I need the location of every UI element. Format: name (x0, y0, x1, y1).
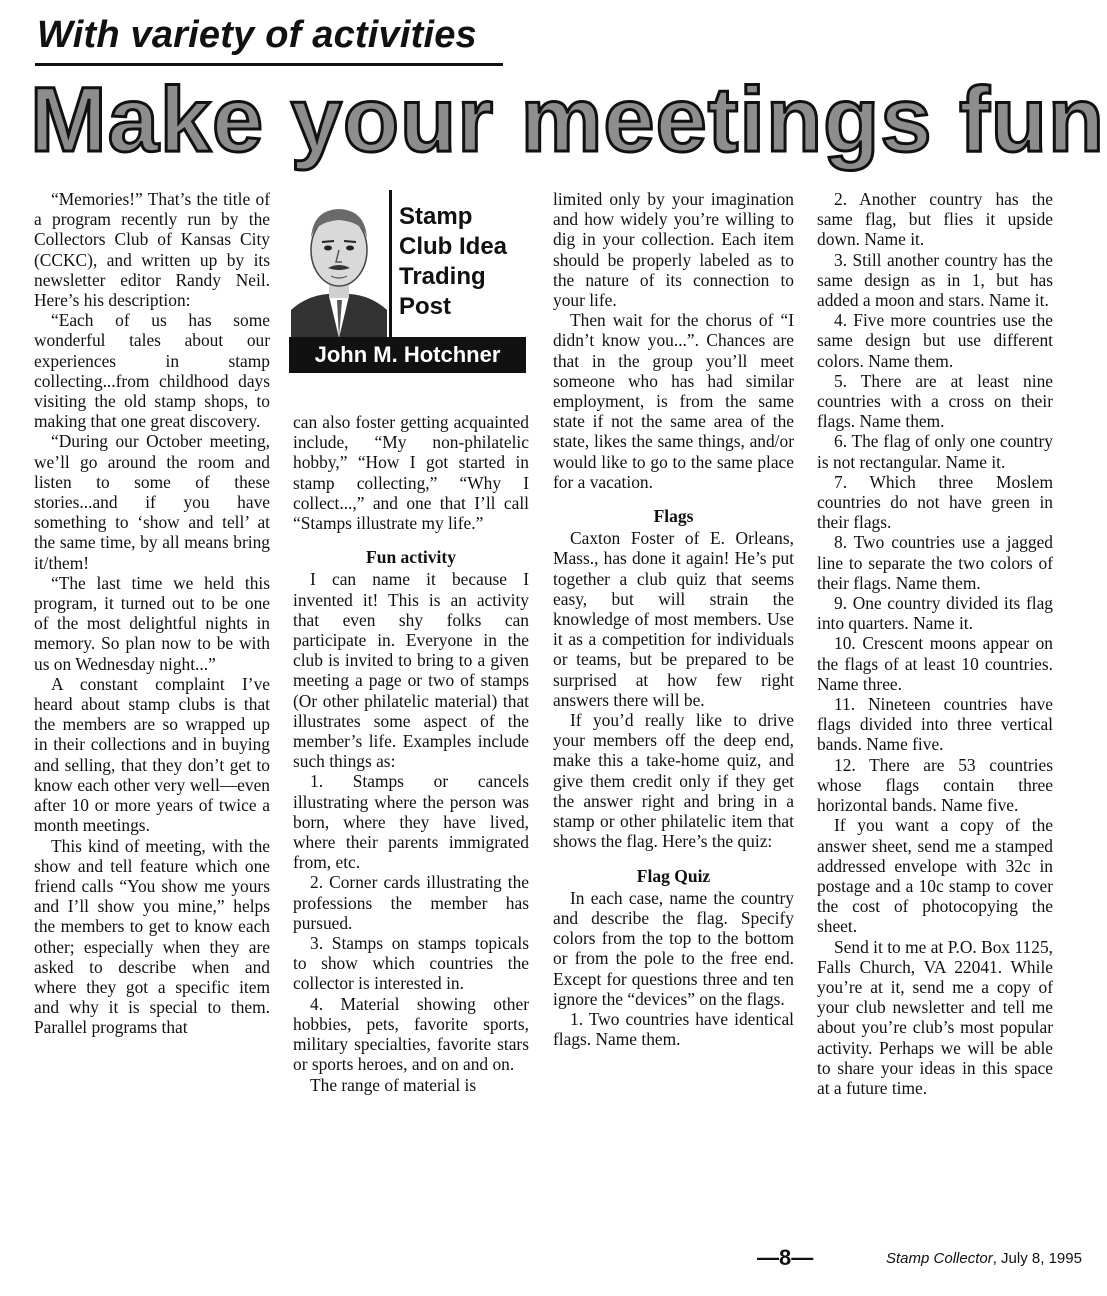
quiz-question: 1. Two countries have identical flags. Name them. (553, 1008, 794, 1050)
paragraph: “Memories!” That’s the title of a program recently run by the Collectors Club of Kansas City (CCKC), and written up by its newsletter editor Randy Neil. Here’s his description: (34, 189, 270, 311)
quiz-question: 9. One country divided its flag into quarters. Name it. (817, 593, 1053, 634)
paragraph: A constant complaint I’ve heard about stamp clubs is that the members are so wrapped up in their collections and in buying and selling, that they don’t get to know each other very well—even after 10 or more years of twice a month meetings. (34, 673, 270, 836)
paragraph: Caxton Foster of E. Orleans, Mass., has done it again! He’s put together a club quiz that seems easy, but will strain the knowledge of most members. Use it as a competition for individuals or teams, but be prepared to be surprised at how few right answers there will be. (553, 528, 794, 710)
column-title-line: Stamp (399, 203, 473, 230)
paragraph: 4. Material showing other hobbies, pets, favorite sports, military specialties, favorite stars or sports heroes, and on and on. (293, 993, 529, 1075)
article-column-2 (293, 412, 529, 1095)
section-heading-fun-activity: Fun activity (366, 547, 456, 568)
column-title (399, 202, 507, 322)
quiz-question: 8. Two countries use a jagged line to separate the two colors of their flags. Name them. (817, 532, 1053, 593)
paragraph: “Each of us has some wonderful tales about our experiences in stamp collecting...from childhood days visiting the old stamp shops, to making that one great discovery. (34, 310, 270, 432)
paragraph: I can name it because I invented it! This is an activity that even shy folks can participate in. Everyone in the club is invited to bring to a given meeting a page or two of stamps (Or other philatelic material) that illustrates some aspect of the member’s life. Examples include such things as: (293, 569, 529, 772)
quiz-question: 12. There are 53 countries whose flags contain three horizontal bands. Name five. (817, 754, 1053, 816)
author-portrait (289, 190, 392, 340)
quiz-question: 6. The flag of only one country is not rectangular. Name it. (817, 431, 1053, 472)
paragraph: 3. Stamps on stamps topicals to show which countries the collector is interested in. (293, 933, 529, 994)
paragraph: Send it to me at P.O. Box 1125, Falls Church, VA 22041. While you’re at it, send me a copy of your club newsletter and tell me about you’re club’s most popular activity. Perhaps we will be able to share your ideas in this space at a future time. (817, 936, 1053, 1098)
quiz-question: 2. Another country has the same flag, but flies it upside down. Name it. (817, 189, 1053, 250)
main-headline: Make your meetings fun (30, 69, 1106, 171)
quiz-question: 5. There are at least nine countries with a cross on their flags. Name them. (817, 370, 1053, 432)
section-heading-flag-quiz: Flag Quiz (636, 865, 711, 886)
publication-name: Stamp Collector (886, 1250, 993, 1267)
paragraph: 2. Corner cards illustrating the professions the member has pursued. (293, 872, 529, 933)
article-column-3 (553, 189, 794, 1049)
page-number: —8— (757, 1245, 814, 1270)
paragraph: can also foster getting acquainted include, “My non-philatelic hobby,” “How I got started in stamp collecting,” “Why I collect...,” and one that I’ll call “Stamps illustrate my life.” (293, 412, 529, 534)
quiz-question: 3. Still another country has the same design as in 1, but has added a moon and stars. Name it. (817, 249, 1053, 311)
paragraph: 1. Stamps or cancels illustrating where the person was born, where they have lived, where their parents immigrated from, etc. (293, 771, 529, 873)
quiz-question: 10. Crescent moons appear on the flags of at least 10 countries. Name three. (817, 633, 1053, 694)
quiz-question: 4. Five more countries use the same design but use different colors. Name them. (817, 310, 1053, 371)
paragraph: The range of material is (310, 1074, 477, 1095)
article-column-4 (817, 189, 1053, 1098)
article-column-1 (34, 189, 270, 1038)
author-portrait-icon (291, 192, 387, 338)
publication-line (886, 1250, 1082, 1267)
paragraph: “During our October meeting, we’ll go around the room and listen to some of these stories...and if you have something to ‘show and tell’ at the same time, by all means bring it/them! (34, 431, 270, 573)
paragraph: In each case, name the country and describe the flag. Specify colors from the top to the bottom or from the pole to the free end. Except for questions three and ten ignore the “devices” on the flags. (553, 887, 794, 1009)
column-header-box (289, 188, 529, 377)
quiz-question: 11. Nineteen countries have flags divided into three vertical bands. Name five. (817, 694, 1053, 755)
quiz-question: 7. Which three Moslem countries do not have green in their flags. (817, 471, 1053, 533)
paragraph: This kind of meeting, with the show and tell feature which one friend calls “You show me yours and I’ll show you mine,” helps the members to get to know each other; especially when they are asked to describe when and where they got a specific item and why it is special to them. Parallel programs that (34, 835, 270, 1038)
paragraph: Then wait for the chorus of “I didn’t know you...”. Chances are that in the group you’ll meet someone who has had similar employment, is from the same state if not the same area of the state, likes the same things, and/or would like to go to the same place for a vacation. (553, 310, 794, 492)
publication-date: , July 8, 1995 (992, 1250, 1082, 1267)
section-heading-flags: Flags (653, 506, 694, 527)
paragraph: “The last time we held this program, it turned out to be one of the most delightful nights in memory. So plan now to be with us on Wednesday night...” (34, 572, 270, 674)
kicker-rule (35, 63, 503, 66)
paragraph: If you want a copy of the answer sheet, send me a stamped addressed envelope with 32c in postage and a 10c stamp to cover the cost of photocopying the sheet. (817, 815, 1053, 937)
paragraph: limited only by your imagination and how widely you’re willing to dig in your collection. Each item should be properly labeled as to the nature of its connection to your life. (553, 189, 794, 311)
byline: John M. Hotchner (289, 337, 526, 373)
column-title-line: Trading (399, 263, 486, 290)
column-title-line: Post (399, 293, 452, 320)
kicker-headline: With variety of activities (37, 14, 477, 56)
paragraph: If you’d really like to drive your members off the deep end, make this a take-home quiz, and give them credit only if they get the answer right and bring in a stamp or other philatelic item that shows the flag. Here’s the quiz: (553, 710, 794, 852)
column-title-line: Club Idea (399, 233, 508, 260)
